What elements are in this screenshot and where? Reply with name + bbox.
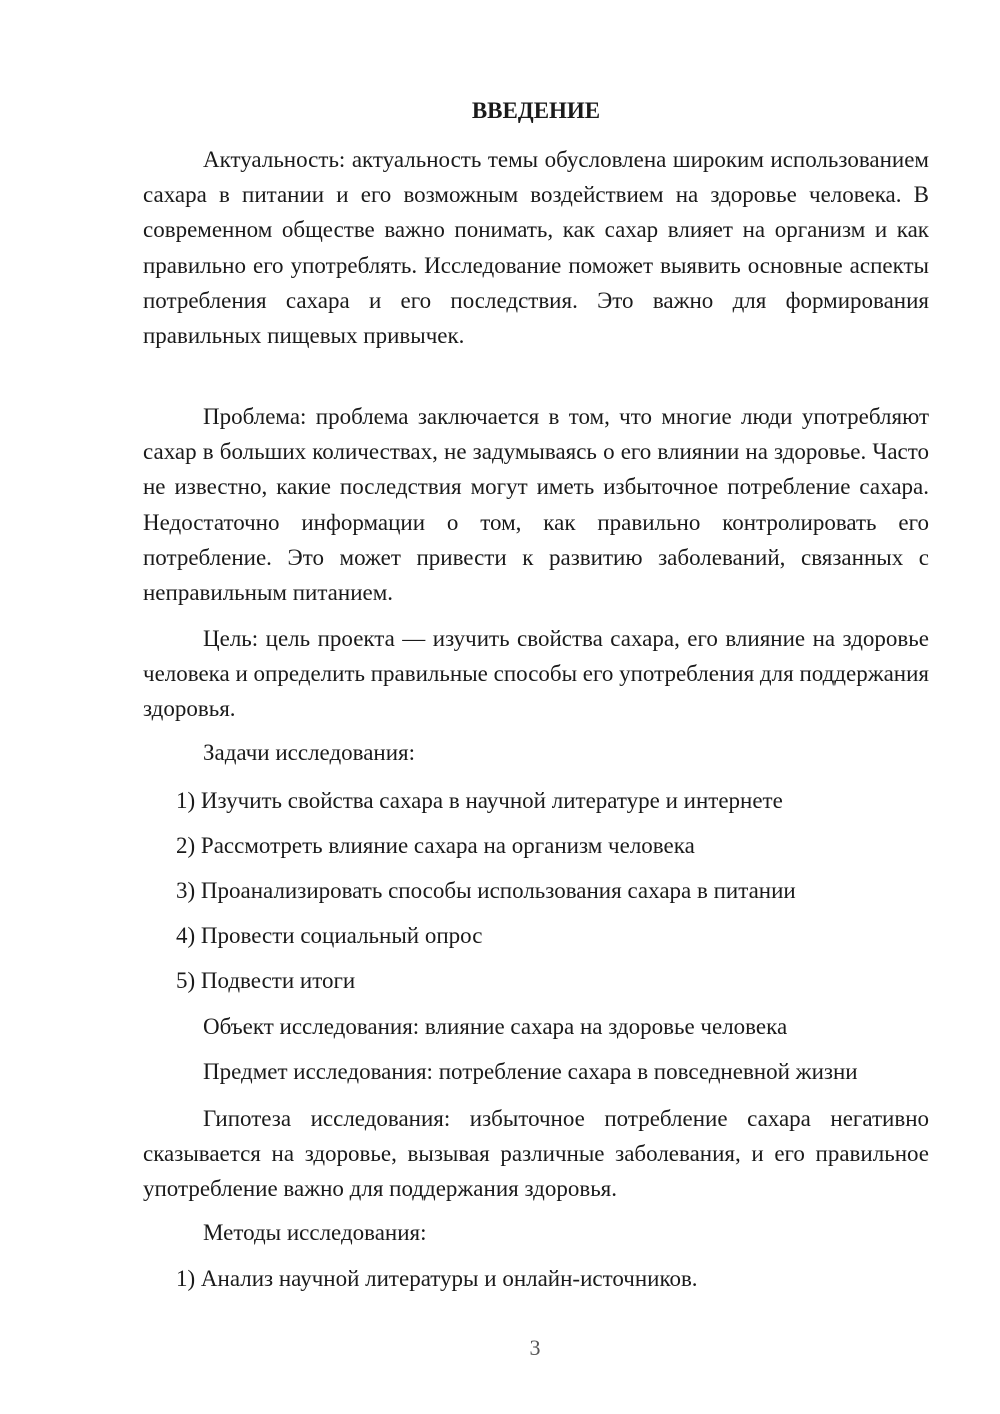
hypothesis-paragraph: Гипотеза исследования: избыточное потребление сахара негативно сказывается на здоровье, вызывая различные заболевания, и его правильное употребление важно для поддержания здоровья. [143, 1106, 929, 1202]
page-title: ВВЕДЕНИЕ [471, 98, 601, 123]
methods-heading: Методы исследования: [203, 1220, 427, 1245]
task-item: 4) Провести социальный опрос [176, 923, 483, 948]
task-item: 3) Проанализировать способы использования сахара в питании [176, 878, 796, 903]
research-object: Объект исследования: влияние сахара на здоровье человека [203, 1014, 788, 1039]
task-item: 1) Изучить свойства сахара в научной литературе и интернете [176, 788, 783, 813]
tasks-heading: Задачи исследования: [203, 740, 416, 765]
problem-paragraph: Проблема: проблема заключается в том, что многие люди употребляют сахар в больших количествах, не задумываясь о его влиянии на здоровье. Часто не известно, какие последствия могут иметь избыточное потребление сахара. Недостаточно информации о том, как правильно контролировать его потребление. Это может привести к развитию заболеваний, связанных с неправильным питанием. [143, 404, 929, 606]
page-number: 3 [529, 1335, 541, 1360]
method-item: 1) Анализ научной литературы и онлайн-источников. [176, 1266, 698, 1291]
relevance-paragraph: Актуальность: актуальность темы обусловлена широким использованием сахара в питании и его возможным воздействием на здоровье человека. В современном обществе важно понимать, как сахар влияет на организм и как правильно его употреблять. Исследование поможет выявить основные аспекты потребления сахара и его последствия. Это важно для формирования правильных пищевых привычек. [143, 147, 929, 349]
task-item: 5) Подвести итоги [176, 968, 356, 993]
research-subject: Предмет исследования: потребление сахара в повседневной жизни [203, 1059, 858, 1084]
task-item: 2) Рассмотреть влияние сахара на организм человека [176, 833, 695, 858]
goal-paragraph: Цель: цель проекта — изучить свойства сахара, его влияние на здоровье человека и определить правильные способы его употребления для поддержания здоровья. [143, 626, 929, 722]
